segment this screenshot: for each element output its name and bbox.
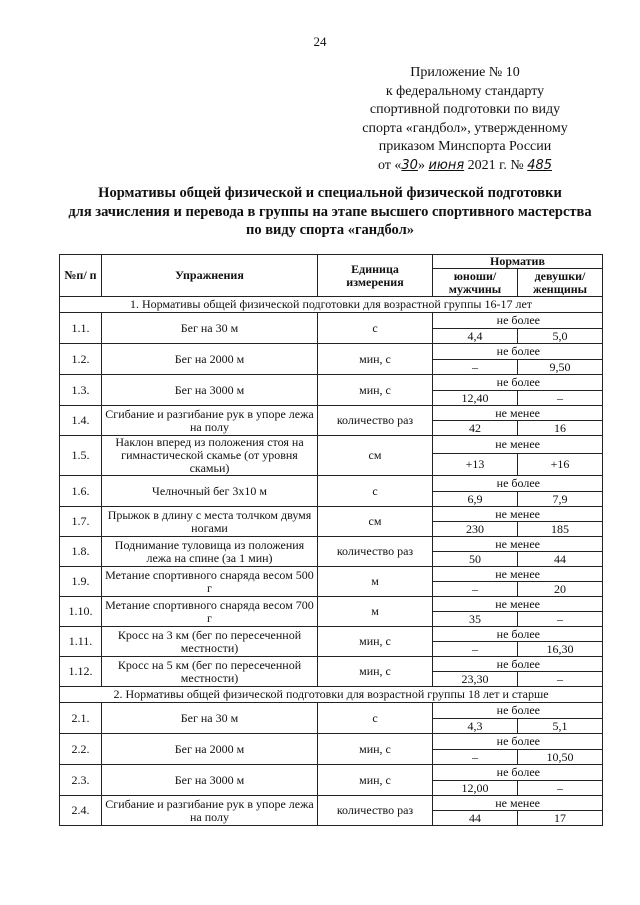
table-row: [60, 436, 603, 454]
header-boys: юноши/ мужчины: [433, 269, 518, 297]
value-boys: 50: [433, 552, 518, 567]
appendix-header: [330, 64, 600, 175]
table-row: [60, 627, 603, 642]
value-boys: 12,40: [433, 391, 518, 406]
value-girls: 9,50: [518, 360, 603, 375]
row-number: 1.10.: [60, 597, 102, 627]
norm-condition: не менее: [433, 436, 603, 454]
title-line-1: Нормативы общей физической и специальной физической подготовки: [98, 185, 562, 201]
value-boys: +13: [433, 453, 518, 475]
row-number: 1.5.: [60, 436, 102, 476]
value-boys: 12,00: [433, 781, 518, 796]
value-girls: –: [518, 672, 603, 687]
document-title: [40, 184, 620, 240]
row-number: 1.9.: [60, 567, 102, 597]
row-number: 2.4.: [60, 796, 102, 826]
title-line-2: для зачисления и перевода в группы на этапе высшего спортивного мастерства: [68, 203, 592, 220]
header-girls: девушки/ женщины: [518, 269, 603, 297]
exercise-name: Кросс на 3 км (бег по пересеченной местности): [102, 627, 318, 657]
value-girls: 5,1: [518, 719, 603, 734]
exercise-name: Наклон вперед из положения стоя на гимнастической скамье (от уровня скамьи): [102, 436, 318, 476]
norm-condition: не менее: [433, 597, 603, 612]
norm-condition: не более: [433, 313, 603, 329]
norm-condition: не менее: [433, 406, 603, 421]
norm-condition: не более: [433, 375, 603, 391]
value-girls: 5,0: [518, 329, 603, 344]
norm-condition: не более: [433, 476, 603, 492]
unit-cell: см: [318, 507, 433, 537]
row-number: 2.2.: [60, 734, 102, 765]
unit-cell: см: [318, 436, 433, 476]
norms-table: [59, 254, 603, 826]
appendix-line-5: приказом Минспорта России: [378, 139, 552, 154]
norm-condition: не более: [433, 703, 603, 719]
value-girls: 16: [518, 421, 603, 436]
table-row: [60, 796, 603, 811]
unit-cell: с: [318, 313, 433, 344]
appendix-line-1: Приложение № 10: [410, 65, 520, 80]
value-girls: +16: [518, 453, 603, 475]
unit-cell: количество раз: [318, 537, 433, 567]
value-boys: 42: [433, 421, 518, 436]
unit-cell: м: [318, 597, 433, 627]
exercise-name: Поднимание туловища из положения лежа на спине (за 1 мин): [102, 537, 318, 567]
value-boys: –: [433, 642, 518, 657]
value-girls: 10,50: [518, 750, 603, 765]
table-row: [60, 313, 603, 329]
date-day: 30: [401, 157, 418, 173]
exercise-name: Бег на 2000 м: [102, 734, 318, 765]
value-boys: 35: [433, 612, 518, 627]
value-girls: 7,9: [518, 492, 603, 507]
section-header-row: [60, 687, 603, 703]
norm-condition: не более: [433, 627, 603, 642]
table-row: [60, 597, 603, 612]
row-number: 1.6.: [60, 476, 102, 507]
row-number: 2.1.: [60, 703, 102, 734]
value-boys: –: [433, 360, 518, 375]
appendix-line-2: к федеральному стандарту: [385, 83, 545, 99]
date-suffix: 2021 г. №: [464, 157, 528, 173]
date-prefix: от «: [377, 157, 402, 173]
value-girls: –: [518, 612, 603, 627]
norm-condition: не более: [433, 344, 603, 360]
value-girls: 44: [518, 552, 603, 567]
value-girls: –: [518, 781, 603, 796]
value-boys: 4,3: [433, 719, 518, 734]
value-girls: 17: [518, 811, 603, 826]
table-row: [60, 537, 603, 552]
norm-condition: не менее: [433, 567, 603, 582]
unit-cell: м: [318, 567, 433, 597]
unit-cell: с: [318, 703, 433, 734]
exercise-name: Бег на 30 м: [102, 703, 318, 734]
norm-condition: не более: [433, 765, 603, 781]
table-row: [60, 406, 603, 421]
norm-condition: не менее: [433, 537, 603, 552]
row-number: 1.11.: [60, 627, 102, 657]
value-girls: 20: [518, 582, 603, 597]
table-row: [60, 567, 603, 582]
unit-cell: мин, с: [318, 627, 433, 657]
norm-condition: не более: [433, 734, 603, 750]
exercise-name: Кросс на 5 км (бег по пересеченной местности): [102, 657, 318, 687]
norm-condition: не менее: [433, 507, 603, 522]
exercise-name: Бег на 30 м: [102, 313, 318, 344]
value-boys: 44: [433, 811, 518, 826]
table-row: [60, 375, 603, 391]
unit-cell: мин, с: [318, 765, 433, 796]
norm-condition: не более: [433, 657, 603, 672]
row-number: 1.12.: [60, 657, 102, 687]
unit-cell: мин, с: [318, 375, 433, 406]
appendix-line-3: спортивной подготовки по виду: [369, 102, 561, 117]
row-number: 1.8.: [60, 537, 102, 567]
exercise-name: Сгибание и разгибание рук в упоре лежа на полу: [102, 796, 318, 826]
date-month: июня: [428, 157, 465, 173]
table-row: [60, 734, 603, 750]
unit-cell: количество раз: [318, 796, 433, 826]
exercise-name: Бег на 3000 м: [102, 375, 318, 406]
value-boys: 6,9: [433, 492, 518, 507]
section-header-row: [60, 297, 603, 313]
exercise-name: Бег на 3000 м: [102, 765, 318, 796]
table-row: [60, 657, 603, 672]
appendix-date-line: [330, 157, 600, 176]
section-title: 1. Нормативы общей физической подготовки для возрастной группы 16-17 лет: [60, 297, 603, 313]
value-boys: –: [433, 582, 518, 597]
table-row: [60, 344, 603, 360]
header-exercise: Упражнения: [102, 255, 318, 297]
row-number: 1.4.: [60, 406, 102, 436]
table-row: [60, 703, 603, 719]
exercise-name: Челночный бег 3х10 м: [102, 476, 318, 507]
value-girls: –: [518, 391, 603, 406]
value-boys: 23,30: [433, 672, 518, 687]
header-norm: Норматив: [433, 255, 603, 269]
unit-cell: мин, с: [318, 734, 433, 765]
title-line-3: по виду спорта «гандбол»: [246, 222, 414, 238]
exercise-name: Метание спортивного снаряда весом 700 г: [102, 597, 318, 627]
table-row: [60, 476, 603, 492]
table-row: [60, 507, 603, 522]
page-number: 24: [313, 34, 327, 49]
exercise-name: Бег на 2000 м: [102, 344, 318, 375]
row-number: 2.3.: [60, 765, 102, 796]
value-girls: 185: [518, 522, 603, 537]
date-mid: »: [417, 157, 429, 173]
section-title: 2. Нормативы общей физической подготовки для возрастной группы 18 лет и старше: [60, 687, 603, 703]
exercise-name: Метание спортивного снаряда весом 500 г: [102, 567, 318, 597]
table-body: [60, 297, 603, 826]
value-boys: 230: [433, 522, 518, 537]
table-row: [60, 765, 603, 781]
header-num: №п/ п: [60, 255, 102, 297]
value-girls: 16,30: [518, 642, 603, 657]
value-boys: 4,4: [433, 329, 518, 344]
value-boys: –: [433, 750, 518, 765]
order-number: 485: [527, 157, 553, 173]
row-number: 1.7.: [60, 507, 102, 537]
row-number: 1.1.: [60, 313, 102, 344]
row-number: 1.2.: [60, 344, 102, 375]
unit-cell: мин, с: [318, 344, 433, 375]
unit-cell: количество раз: [318, 406, 433, 436]
unit-cell: мин, с: [318, 657, 433, 687]
exercise-name: Сгибание и разгибание рук в упоре лежа на полу: [102, 406, 318, 436]
norm-condition: не менее: [433, 796, 603, 811]
exercise-name: Прыжок в длину с места толчком двумя ногами: [102, 507, 318, 537]
unit-cell: с: [318, 476, 433, 507]
row-number: 1.3.: [60, 375, 102, 406]
header-unit: Единица измерения: [318, 255, 433, 297]
appendix-line-4: спорта «гандбол», утвержденному: [362, 120, 568, 136]
